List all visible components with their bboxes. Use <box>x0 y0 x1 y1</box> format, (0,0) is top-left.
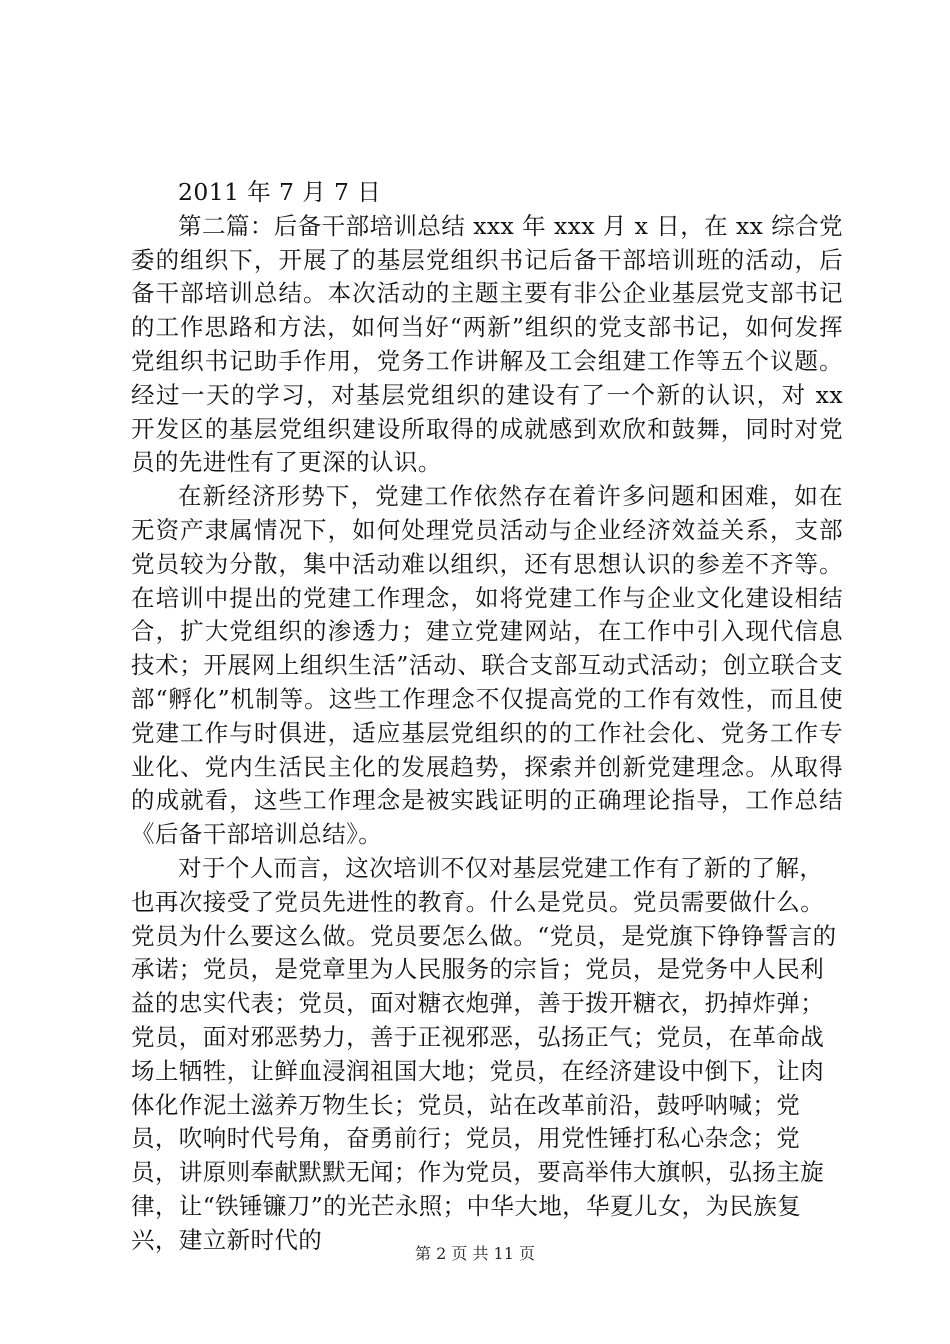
document-body <box>131 176 843 1258</box>
date-line: 2011 年 7 月 7 日 <box>178 178 382 206</box>
paragraph-2: 在新经济形势下，党建工作依然存在着许多问题和困难，如在无资产隶属情况下，如何处理党员活动与企业经济效益关系，支部党员较为分散，集中活动难以组织，还有思想认识的参差不齐等。在培训中提出的党建工作理念，如将党建工作与企业文化建设相结合，扩大党组织的渗透力；建立党建网站，在工作中引入现代信息技术；开展网上组织生活”活动、联合支部互动式活动；创立联合支部“孵化”机制等。这些工作理念不仅提高党的工作有效性，而且使党建工作与时俱进，适应基层党组织的的工作社会化、党务工作专业化、党内生活民主化的发展趋势，探索并创新党建理念。从取得的成就看，这些工作理念是被实践证明的正确理论指导，工作总结《后备干部培训总结》。 <box>131 482 843 849</box>
paragraph-3: 对于个人而言，这次培训不仅对基层党建工作有了新的了解，也再次接受了党员先进性的教育。什么是党员。党员需要做什么。党员为什么要这么做。党员要怎么做。“党员，是党旗下铮铮誓言的承诺；党员，是党章里为人民服务的宗旨；党员，是党务中人民利益的忠实代表；党员，面对糖衣炮弹，善于拨开糖衣，扔掉炸弹；党员，面对邪恶势力，善于正视邪恶，弘扬正气；党员，在革命战场上牺牲，让鲜血浸润祖国大地；党员，在经济建设中倒下，让肉体化作泥土滋养万物生长；党员，站在改革前沿，鼓呼呐喊；党员，吹响时代号角，奋勇前行；党员，用党性锤打私心杂念；党员，讲原则奉献默默无闻；作为党员，要高举伟大旗帜，弘扬主旋律，让“铁锤镰刀”的光芒永照；中华大地，华夏儿女，为民族复兴，建立新时代的 <box>131 853 837 1254</box>
page-number-footer: 第 2 页 共 11 页 <box>415 1244 535 1263</box>
paragraph-1: 第二篇：后备干部培训总结 xxx 年 xxx 月 x 日，在 xx 综合党委的组织下，开展了的基层党组织书记后备干部培训班的活动，后备干部培训总结。本次活动的主题主要有非公企业基层党支部书记的工作思路和方法，如何当好“两新”组织的党支部书记，如何发挥党组织书记助手作用，党务工作讲解及工会组建工作等五个议题。经过一天的学习，对基层党组织的建设有了一个新的认识，对 xx 开发区的基层党组织建设所取得的成就感到欢欣和鼓舞，同时对党员的先进性有了更深的认识。 <box>131 211 843 477</box>
